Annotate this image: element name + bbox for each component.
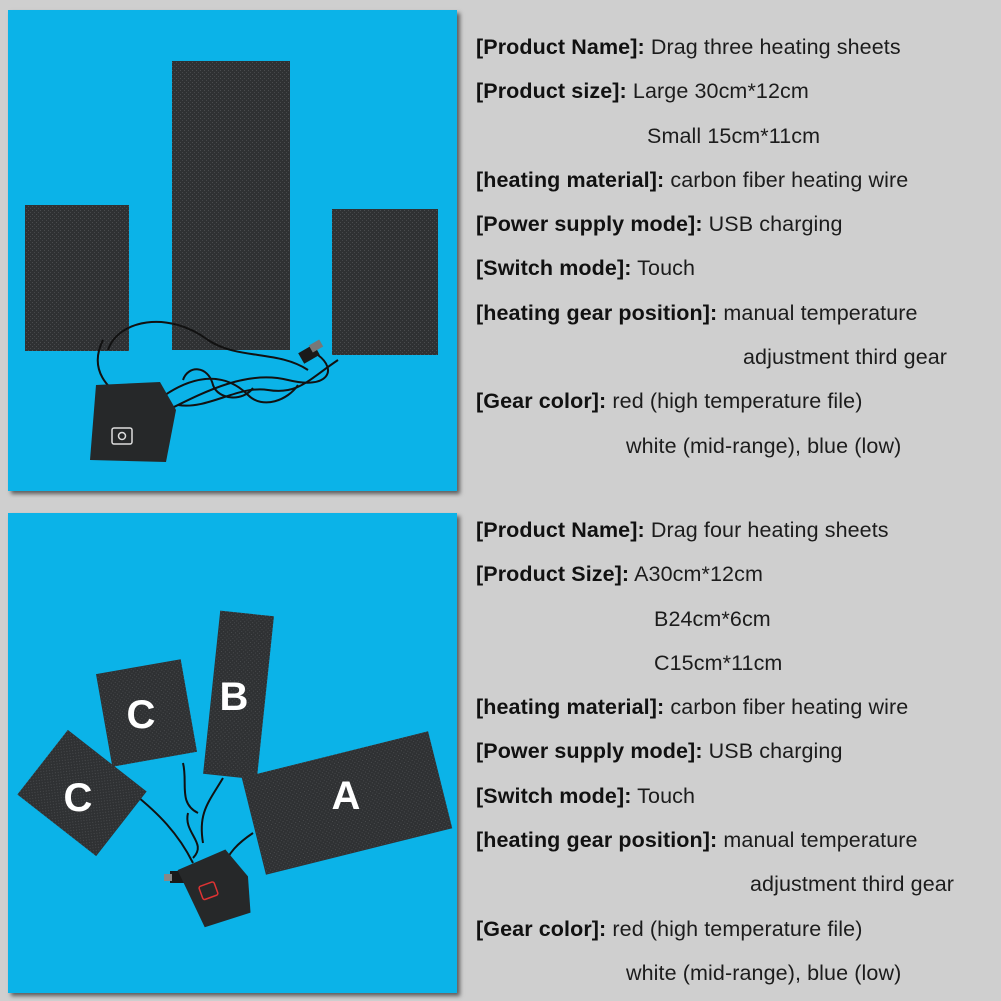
spec-product-size-b: B24cm*6cm — [654, 606, 771, 631]
spec-product-size-cont: Small 15cm*11cm — [647, 123, 821, 148]
pad-letter-b: B — [219, 675, 249, 719]
spec-switch-mode: [Switch mode]: Touch — [476, 783, 696, 808]
spec-product-size-c: C15cm*11cm — [654, 650, 783, 675]
spec-heating-gear-cont: adjustment third gear — [750, 872, 955, 897]
three-sheets-photo — [8, 10, 457, 491]
spec-gear-color-cont: white (mid-range), blue (low) — [626, 433, 902, 458]
spec-product-size: [Product Size]: A30cm*12cm — [476, 562, 763, 587]
spec-product-name: [Product Name]: Drag four heating sheets — [476, 518, 889, 542]
spec-gear-color-cont: white (mid-range), blue (low) — [626, 960, 902, 985]
three-sheets-specs — [476, 25, 996, 468]
pad-letter-c-top: C — [126, 693, 156, 737]
spec-switch-mode: [Switch mode]: Touch — [476, 256, 696, 281]
four-sheets-specs — [476, 508, 996, 995]
heating-pad-small-left — [25, 205, 129, 351]
spec-product-size: [Product size]: Large 30cm*12cm — [476, 79, 809, 104]
spec-power-supply: [Power supply mode]: USB charging — [476, 212, 843, 237]
spec-heating-gear: [heating gear position]: manual temperature — [476, 300, 918, 325]
usb-plug — [298, 340, 323, 364]
pad-letter-c-left: C — [63, 776, 93, 820]
controller-pocket — [90, 382, 176, 462]
heating-pad-large — [172, 61, 290, 350]
spec-gear-color: [Gear color]: red (high temperature file) — [476, 916, 863, 941]
spec-gear-color: [Gear color]: red (high temperature file) — [476, 389, 863, 414]
four-sheets-photo — [8, 513, 457, 993]
spec-heating-material: [heating material]: carbon fiber heating wire — [476, 695, 909, 720]
spec-heating-gear-cont: adjustment third gear — [743, 345, 948, 370]
spec-power-supply: [Power supply mode]: USB charging — [476, 739, 843, 764]
three-sheets-illustration — [8, 10, 457, 491]
cables — [133, 763, 253, 868]
controller-pocket — [177, 845, 260, 931]
spec-product-name: [Product Name]: Drag three heating sheets — [476, 35, 901, 59]
spec-heating-material: [heating material]: carbon fiber heating wire — [476, 167, 909, 192]
pad-letter-a: A — [331, 774, 361, 818]
heating-pad-small-right — [332, 209, 438, 355]
spec-heating-gear: [heating gear position]: manual temperature — [476, 828, 918, 853]
four-sheets-illustration — [8, 513, 457, 993]
